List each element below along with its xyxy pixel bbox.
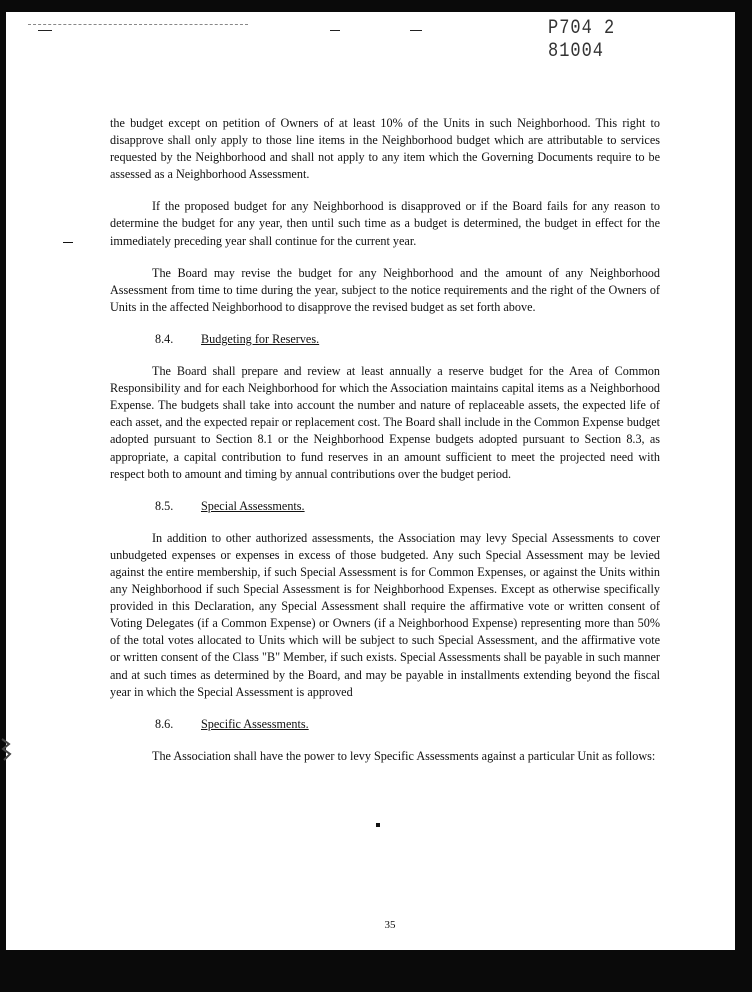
scan-speck (376, 823, 380, 827)
document-stamp: P704 2 81004 (548, 17, 616, 64)
section-number: 8.5. (155, 498, 174, 513)
section-number: 8.4. (155, 331, 174, 346)
section-title: Specific Assessments. (201, 716, 309, 731)
section-heading-8-6 (110, 716, 660, 733)
section-title: Special Assessments. (201, 498, 305, 513)
document-body (110, 115, 660, 780)
section-title: Budgeting for Reserves. (201, 331, 320, 346)
scan-border-left (0, 0, 6, 992)
margin-mark (63, 242, 73, 243)
scan-border-top (0, 0, 752, 12)
paragraph-special-assessments: In addition to other authorized assessments, the Association may levy Special Assessments to cover unbudgeted expenses or expenses in excess of those budgeted. Any such Special Assessment may be levied against the entire membership, if such Special Assessment is for Common Expenses, or against the Units within any Neighborhood if such Special Assessment is for Neighborhood Expenses. Except as otherwise specifically provided in this Declaration, any Special Assessment shall require the affirmative vote or written consent of Voting Delegates (if a Common Expense) or Owners (if a Neighborhood Expense) representing more than 50% of the total votes allocated to Units which will be subject to such Special Assessment, and the affirmative vote or written consent of the Class "B" Member, if such exists. Special Assessments shall be payable in such manner and at such times as determined by the Board, and may be payable in installments extending beyond the fiscal year in which the Special Assessment is approved (110, 530, 660, 699)
scan-artifact-dash (38, 30, 52, 31)
scan-artifact-dash (330, 30, 340, 31)
scan-border-bottom (0, 950, 752, 992)
scan-artifact-header (28, 12, 248, 25)
paragraph-budget-petition: the budget except on petition of Owners of at least 10% of the Units in such Neighborhood. This right to disapprove shall only apply to those line items in the Neighborhood budget which are attributable to services requested by the Neighborhood and shall not apply to any item which the Governing Documents require to be assessed as a Neighborhood Assessment. (110, 116, 660, 182)
scan-border-right (735, 0, 752, 992)
scan-artifact-dash (410, 30, 422, 31)
page-number: 35 (384, 919, 396, 931)
section-heading-8-5 (110, 498, 660, 515)
paragraph-reserves: The Board shall prepare and review at least annually a reserve budget for the Area of Common Responsibility and for each Neighborhood for which the Association maintains capital items as a Neighborhood Expense. The budgets shall take into account the number and nature of replaceable assets, the expected life of each asset, and the expected repair or replacement cost. The Board shall include in the Common Expense budget adopted pursuant to Section 8.1 or the Neighborhood Expense budgets adopted pursuant to Section 8.3, as appropriate, a capital contribution to fund reserves in an amount sufficient to meet the projected need with respect both to amount and timing by annual contributions over the budget period. (110, 364, 660, 481)
section-number: 8.6. (155, 716, 174, 731)
section-heading-8-4 (110, 331, 660, 348)
paragraph-specific-assessments: The Association shall have the power to levy Specific Assessments against a particular Unit as follows: (152, 748, 656, 763)
paragraph-budget-revise: The Board may revise the budget for any Neighborhood and the amount of any Neighborhood Assessment from time to time during the year, subject to the notice requirements and the right of the Owners of Units in the affected Neighborhood to disapprove the revised budget as set forth above. (110, 265, 660, 314)
scan-edge-artifact (0, 735, 12, 765)
paragraph-budget-disapproved: If the proposed budget for any Neighborhood is disapproved or if the Board fails for any reason to determine the budget for any year, then until such time as a budget is determined, the budget in effect for the immediately preceding year shall continue for the current year. (110, 199, 660, 248)
